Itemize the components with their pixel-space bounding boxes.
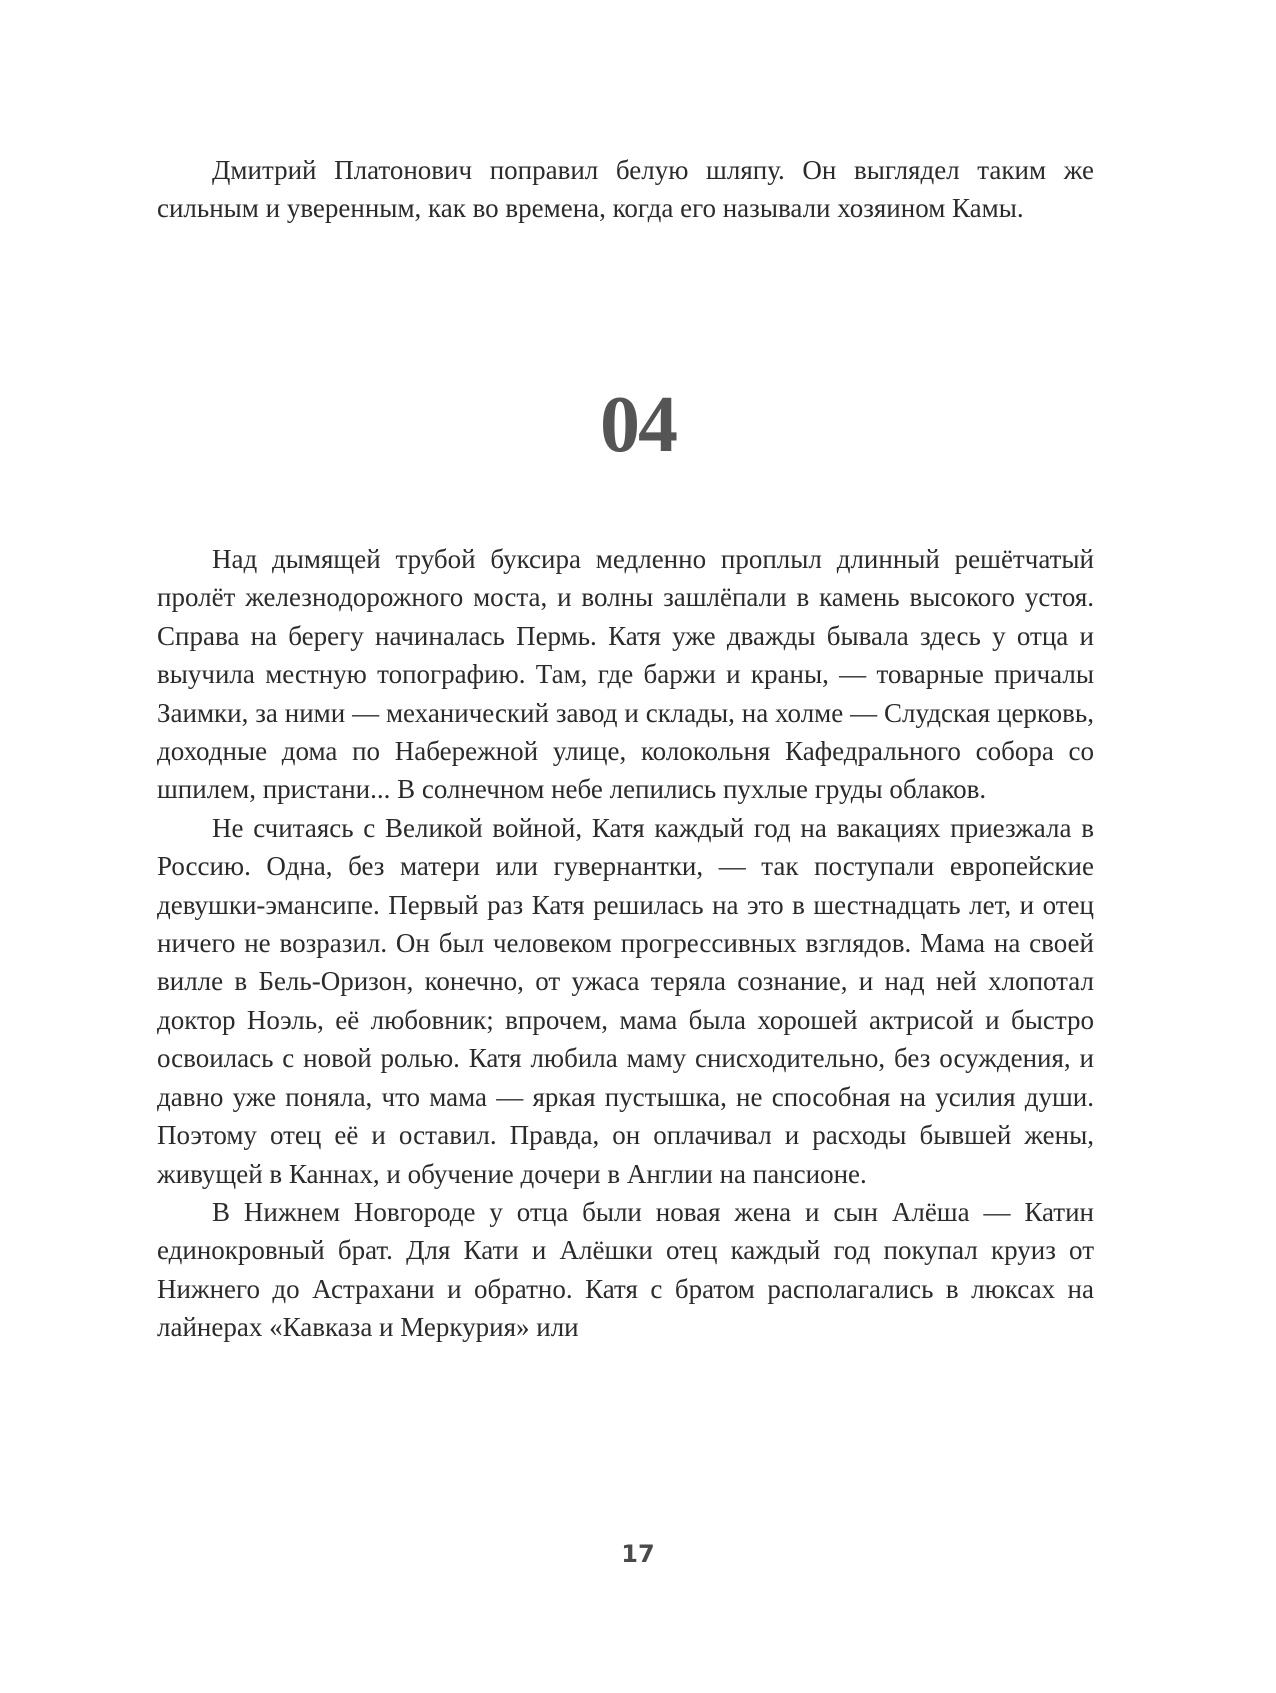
chapter-number: 04 xyxy=(600,381,676,469)
paragraph-1: Над дымящей трубой буксира медленно проплыл длинный решётчатый пролёт железнодорожного моста, и волны зашлёпали в камень высокого устоя. Справа на берегу начиналась Пермь. Катя уже дважды бывала здесь у отца и выучила местную топографию. Там, где баржи и краны, — товарные причалы Заимки, за ними — механический завод и склады, на холме — Слудская церковь, доходные дома по Набережной улице, колокольня Кафедрального собора со шпилем, пристани... В солнечном небе лепились пухлые груды облаков. xyxy=(157,544,1094,805)
chapter-body xyxy=(157,540,1094,1347)
intro-text xyxy=(157,151,1094,228)
paragraph-2: Не считаясь с Великой войной, Катя каждый год на вакациях приезжала в Россию. Одна, без матери или гувернантки, — так поступали европейские девушки-эмансипе. Первый раз Катя решилась на это в шестнадцать лет, и отец ничего не возразил. Он был человеком прогрессивных взглядов. Мама на своей вилле в Бель-Оризон, конечно, от ужаса теряла сознание, и над ней хлопотал доктор Ноэль, её любовник; впрочем, мама была хорошей актрисой и быстро освоилась с новой ролью. Катя любила маму снисходительно, без осуждения, и давно уже поняла, что мама — яркая пустышка, не способная на усилия души. Поэтому отец её и оставил. Правда, он оплачивал и расходы бывшей жены, живущей в Каннах, и обучение дочери в Англии на пансионе. xyxy=(157,812,1094,1189)
paragraph-3: В Нижнем Новгороде у отца были новая жена и сын Алёша — Катин единокровный брат. Для Кати и Алёшки отец каждый год покупал круиз от Нижнего до Астрахани и обратно. Катя с братом располагались в люксах на лайнерах «Кавказа и Меркурия» или xyxy=(157,1196,1094,1343)
intro-paragraph: Дмитрий Платонович поправил белую шляпу. Он выглядел таким же сильным и уверенным, как во времена, когда его называли хозяином Камы. xyxy=(157,155,1094,224)
page-number: 17 xyxy=(621,1540,655,1568)
